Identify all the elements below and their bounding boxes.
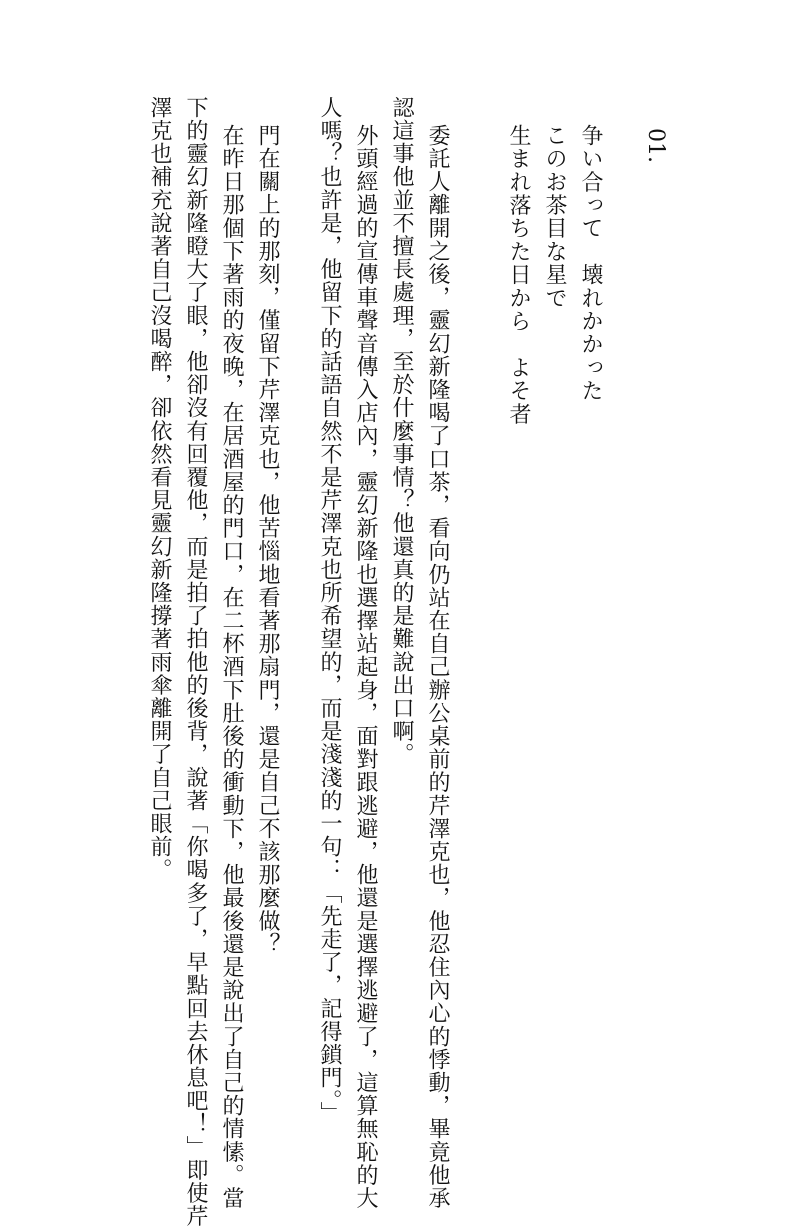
- paragraph-1-line-1: 委託人離開之後，靈幻新隆喝了口茶，看向仍站在自己辦公桌前的芹澤克也，他忍住內心的悸動，畢竟他承: [425, 124, 450, 1210]
- paragraph-4-line-3: 澤克也補充說著自己沒喝醉，卻依然看見靈幻新隆撐著雨傘離開了自己眼前。: [147, 96, 172, 882]
- chapter-number: 01.: [643, 128, 668, 163]
- paragraph-2-line-2: 人嗎？也許是，他留下的話語自然不是芹澤克也所希望的，而是淺淺的一句：「先走了，記得鎖門。」: [317, 96, 342, 1125]
- paragraph-4-line-2: 下的靈幻新隆瞪大了眼，他卻沒有回覆他，而是拍了拍他的後背，說著「你喝多了，早點回去休息吧！」即使芹: [183, 96, 208, 1228]
- paragraph-4-line-1: 在昨日那個下著雨的夜晚，在居酒屋的門口，在二杯酒下肚後的衝動下，他最後還是說出了自己的情愫。當: [219, 124, 244, 1210]
- lyric-line-1: 争い合って 壊れかかった: [578, 124, 603, 403]
- lyric-line-2: このお茶目な星で: [542, 124, 567, 310]
- paragraph-1-line-2: 認這事他並不擅長處理，至於什麼事情？他還真的是難說出口啊。: [389, 96, 414, 766]
- paragraph-3-line-1: 門在關上的那刻，僅留下芹澤克也，他苦惱地看著那扇門，還是自己不該那麼做？: [255, 124, 280, 956]
- paragraph-2-line-1: 外頭經過的宣傳車聲音傳入店內，靈幻新隆也選擇站起身，面對跟逃避，他還是選擇逃避了，這算無恥的大: [353, 124, 378, 1210]
- lyric-line-3: 生まれ落ちた日から よそ者: [506, 124, 531, 426]
